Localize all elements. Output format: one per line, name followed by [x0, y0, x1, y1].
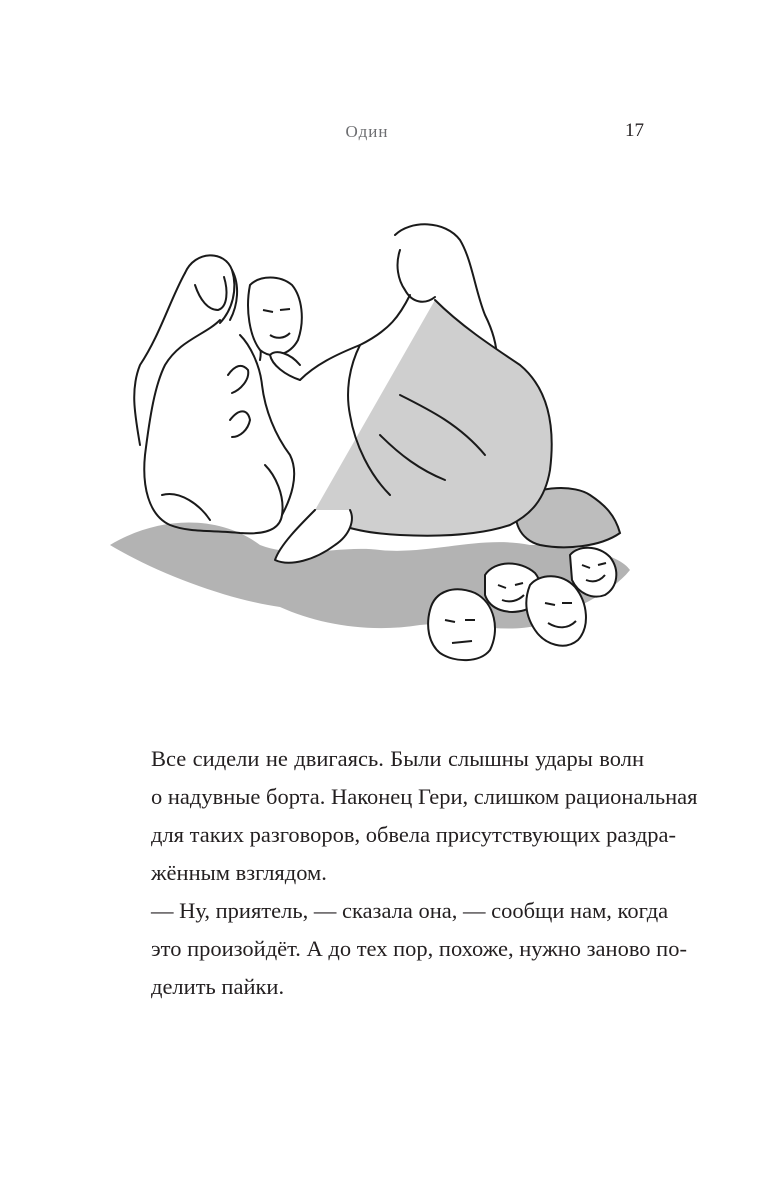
body-text — [151, 740, 698, 1006]
paragraph-2-line-1: — Ну, приятель, — сказала она, — сообщи нам, когда — [151, 898, 669, 923]
held-mask — [248, 278, 302, 356]
page-number: 17 — [625, 120, 644, 141]
paragraph-1-line-3: для таких разговоров, обвела присутствующих раздра- — [151, 822, 676, 847]
running-head — [0, 118, 768, 148]
paragraph-2-line-2: это произойдёт. А до тех пор, похоже, нужно заново по- — [151, 936, 687, 961]
paragraph-1-line-2: о надувные борта. Наконец Гери, слишком рациональная — [151, 784, 698, 809]
jesus-figure — [270, 224, 552, 562]
paragraph-1-line-4: жённым взглядом. — [151, 860, 327, 885]
illustration-drawing — [100, 215, 640, 665]
paragraph-1-line-1: Все сидели не двигаясь. Были слышны удары волн — [151, 746, 644, 771]
chapter-title: Один — [345, 122, 389, 141]
illustration — [100, 215, 640, 665]
paragraph-2-line-3: делить пайки. — [151, 974, 285, 999]
